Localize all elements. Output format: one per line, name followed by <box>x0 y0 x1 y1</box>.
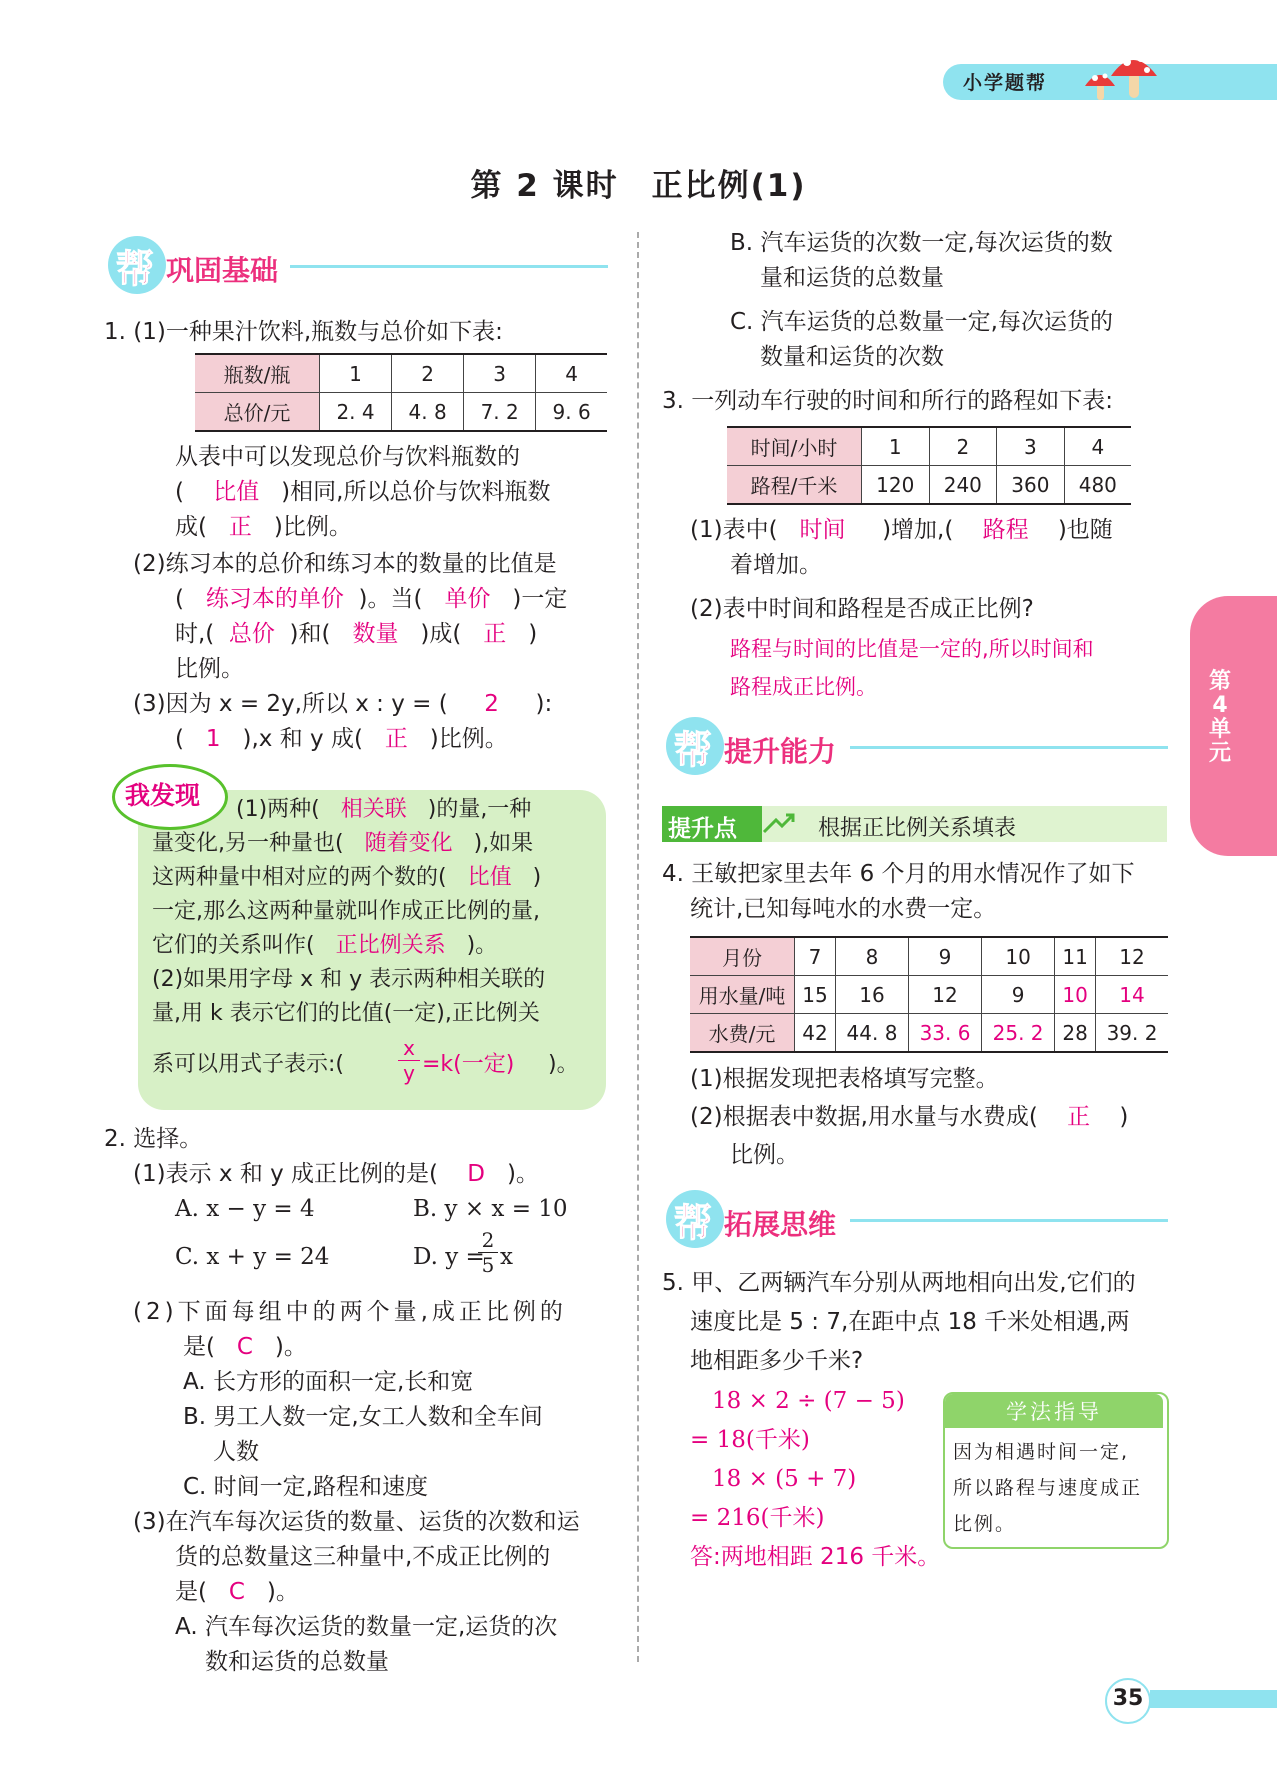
solution-line: = 216(千米) <box>690 1505 825 1531</box>
answer: 路程与时间的比值是一定的,所以时间和 <box>730 637 1094 661</box>
table-cell-answer: 14 <box>1096 976 1168 1014</box>
table-cell-answer: 10 <box>1055 976 1096 1014</box>
page-number: 35 <box>1112 1686 1144 1711</box>
option: D. y = <box>413 1244 485 1270</box>
table-cell: 15 <box>795 976 836 1014</box>
section-heading-expand <box>666 1190 1168 1250</box>
q5-line2: 速度比是 5 : 7,在距中点 18 千米处相遇,两 <box>690 1309 1130 1335</box>
discover-fraction: x y <box>398 1036 420 1085</box>
answer: 路程 <box>982 517 1029 543</box>
table-cell: 120 <box>862 466 930 505</box>
table-cell-answer: 25. 2 <box>982 1014 1055 1053</box>
table-cell: 4. 8 <box>392 393 464 432</box>
table-cell: 44. 8 <box>835 1014 908 1053</box>
brand-label: 小学题帮 <box>963 72 1048 94</box>
q1-p3-line1: (3)因为 x = 2y,所以 x : y = ( 2 ): <box>133 691 553 717</box>
answer: 练习本的单价 <box>205 586 344 612</box>
answer: D <box>467 1161 485 1187</box>
section-title: 提升能力 <box>724 735 837 768</box>
q5-line1: 5. 甲、乙两辆汽车分别从两地相向出发,它们的 <box>662 1270 1136 1296</box>
table-cell: 9 <box>909 937 982 976</box>
section-heading-basic <box>108 236 608 296</box>
discover-badge-label: 我发现 <box>125 781 201 810</box>
q3-p2-line1: (2)表中时间和路程是否成正比例? <box>690 596 1034 622</box>
table-cell-answer: 33. 6 <box>909 1014 982 1053</box>
section-bang: 帮 <box>674 728 713 772</box>
q5-line3: 地相距多少千米? <box>690 1348 864 1374</box>
discover-line: (1)两种( 相关联 )的量,一种 <box>236 797 532 822</box>
table-cell: 9 <box>982 976 1055 1014</box>
option-fraction: 2 5 <box>478 1228 498 1277</box>
q4-line2: 统计,已知每吨水的水费一定。 <box>690 896 997 922</box>
answer: 时间 <box>799 517 846 543</box>
arrow-icon <box>762 812 796 836</box>
table-cell: 7. 2 <box>464 393 536 432</box>
solution-line: 18 × (5 + 7) <box>712 1466 857 1492</box>
section-bang: 帮 <box>674 1201 713 1245</box>
q2-s1: (1)表示 x 和 y 成正比例的是( D )。 <box>133 1161 539 1187</box>
hint-title: 学法指导 <box>1006 1400 1102 1424</box>
discover-line: 系可以用式子表示:( <box>152 1052 344 1077</box>
q1-p2-line2: ( 练习本的单价 )。当( 单价 )一定 <box>175 586 568 612</box>
hint-line: 所以路程与速度成正 <box>953 1477 1143 1499</box>
option: 数量和运货的次数 <box>760 344 944 370</box>
answer: C <box>236 1334 253 1360</box>
option-var: x <box>500 1244 513 1270</box>
table-cell: 28 <box>1055 1014 1096 1053</box>
q1-p2-line1: (2)练习本的总价和练习本的数量的比值是 <box>133 551 557 577</box>
q1-p2-line4: 比例。 <box>175 656 244 682</box>
table-cell: 2. 4 <box>320 393 392 432</box>
option: 量和运货的总数量 <box>760 265 944 291</box>
discover-line: 量,用 k 表示它们的比值(一定),正比例关 <box>152 1001 540 1026</box>
answer: 总价 <box>228 621 275 647</box>
table-cell: 2 <box>929 427 997 466</box>
table-cell: 240 <box>929 466 997 505</box>
hint-line: 比例。 <box>953 1513 1017 1535</box>
unit-side-tab-label: 第 4 单 元 <box>1208 669 1231 766</box>
table-cell: 11 <box>1055 937 1096 976</box>
improve-point-label: 提升点 <box>668 816 737 842</box>
table-cell: 3 <box>997 427 1065 466</box>
q2-s3-line1: (3)在汽车每次运货的数量、运货的次数和运 <box>133 1509 580 1535</box>
answer: C <box>228 1579 245 1605</box>
answer: 2 <box>484 691 499 717</box>
q1-p1-line1: 从表中可以发现总价与饮料瓶数的 <box>175 444 520 470</box>
answer: 路程成正比例。 <box>730 675 877 699</box>
table-cell: 42 <box>795 1014 836 1053</box>
table-cell: 1 <box>862 427 930 466</box>
section-bang: 帮 <box>116 247 155 291</box>
q4-p1: (1)根据发现把表格填写完整。 <box>690 1066 999 1092</box>
table-cell: 360 <box>997 466 1065 505</box>
answer: 随着变化 <box>364 831 453 856</box>
table-header: 路程/千米 <box>727 466 862 505</box>
q2-s3-line3: 是( C )。 <box>175 1579 299 1605</box>
table-cell: 12 <box>909 976 982 1014</box>
discover-line: 它们的关系叫作( 正比例关系 )。 <box>152 933 498 958</box>
q3-intro: 3. 一列动车行驶的时间和所行的路程如下表: <box>662 388 1114 414</box>
option: A. 汽车每次运货的数量一定,运货的次 <box>175 1614 558 1640</box>
q2-s2-line2: 是( C )。 <box>183 1334 307 1360</box>
q1-p1-line3: 成( 正 )比例。 <box>175 514 352 540</box>
discover-line: )。 <box>548 1052 579 1077</box>
table-cell: 4 <box>1064 427 1131 466</box>
discover-line: 一定,那么这两种量就叫作成正比例的量, <box>152 899 540 924</box>
table-header: 总价/元 <box>195 393 320 432</box>
q1-p3-line2: ( 1 ),x 和 y 成( 正 )比例。 <box>175 726 508 752</box>
option: B. y × x = 10 <box>413 1196 568 1222</box>
table-header: 时间/小时 <box>727 427 862 466</box>
discover-line: 这两种量中相对应的两个数的( 比值 ) <box>152 865 542 890</box>
q1-p1-line2: ( 比值 )相同,所以总价与饮料瓶数 <box>175 479 551 505</box>
answer: 正 <box>1067 1104 1091 1130</box>
section-title: 巩固基础 <box>166 254 279 287</box>
q2-title: 2. 选择。 <box>104 1126 203 1152</box>
option: 人数 <box>213 1439 259 1465</box>
table-cell: 9. 6 <box>536 393 607 432</box>
answer: 相关联 <box>340 797 407 822</box>
answer: 正比例关系 <box>335 933 446 958</box>
q3-p1-line1: (1)表中( 时间 )增加,( 路程 )也随 <box>690 517 1113 543</box>
q2-s2-line1: (2)下面每组中的两个量,成正比例的 <box>133 1299 567 1325</box>
answer: 比值 <box>467 865 512 890</box>
option: 数和运货的总数量 <box>205 1649 389 1675</box>
answer: 正 <box>483 621 507 647</box>
q1-intro: 1. (1)一种果汁饮料,瓶数与总价如下表: <box>104 319 503 345</box>
table-cell: 480 <box>1064 466 1131 505</box>
table-cell: 7 <box>795 937 836 976</box>
q4-p2-line1: (2)根据表中数据,用水量与水费成( 正 ) <box>690 1104 1129 1130</box>
option: C. x + y = 24 <box>175 1244 330 1270</box>
mushroom-icon <box>1083 44 1163 104</box>
section-title: 拓展思维 <box>724 1208 837 1241</box>
table-header: 用水量/吨 <box>690 976 795 1014</box>
table-header: 水费/元 <box>690 1014 795 1053</box>
solution-answer: 答:两地相距 216 千米。 <box>690 1544 941 1570</box>
page-number-bar <box>1150 1690 1277 1708</box>
answer: 正 <box>384 726 408 752</box>
solution-line: 18 × 2 ÷ (7 − 5) <box>712 1388 905 1414</box>
option: C. 时间一定,路程和速度 <box>183 1474 428 1500</box>
table-cell: 8 <box>835 937 908 976</box>
q4-table <box>690 936 1168 1053</box>
answer: 正 <box>228 514 252 540</box>
answer: 数量 <box>352 621 399 647</box>
table-cell: 39. 2 <box>1096 1014 1168 1053</box>
solution-line: = 18(千米) <box>690 1427 810 1453</box>
section-heading-improve <box>666 717 1168 777</box>
option: C. 汽车运货的总数量一定,每次运货的 <box>730 309 1113 335</box>
table-cell: 2 <box>392 354 464 393</box>
answer: =k(一定) <box>422 1052 515 1077</box>
table-cell: 16 <box>835 976 908 1014</box>
q3-p1-line2: 着增加。 <box>730 552 822 578</box>
option: B. 男工人数一定,女工人数和全车间 <box>183 1404 543 1430</box>
table-cell: 4 <box>536 354 607 393</box>
option: A. 长方形的面积一定,长和宽 <box>183 1369 474 1395</box>
answer: 比值 <box>213 479 260 505</box>
answer: 单价 <box>444 586 491 612</box>
q2-s3-line2: 货的总数量这三种量中,不成正比例的 <box>175 1544 551 1570</box>
discover-line: 量变化,另一种量也( 随着变化 ),如果 <box>152 831 534 856</box>
option: B. 汽车运货的次数一定,每次运货的数 <box>730 230 1113 256</box>
page-title: 第 2 课时 正比例(1) <box>470 168 807 204</box>
table-cell: 12 <box>1096 937 1168 976</box>
table-header: 月份 <box>690 937 795 976</box>
answer: 1 <box>205 726 221 752</box>
q3-table <box>727 426 1131 505</box>
discover-line: (2)如果用字母 x 和 y 表示两种相关联的 <box>152 967 546 992</box>
q1-p2-line3: 时,( 总价 )和( 数量 )成( 正 ) <box>175 621 538 647</box>
q1-table <box>195 353 607 432</box>
table-cell: 10 <box>982 937 1055 976</box>
improve-point-text: 根据正比例关系填表 <box>818 816 1017 841</box>
table-header: 瓶数/瓶 <box>195 354 320 393</box>
option: A. x − y = 4 <box>175 1196 315 1222</box>
table-cell: 1 <box>320 354 392 393</box>
table-cell: 3 <box>464 354 536 393</box>
q4-p2-line2: 比例。 <box>730 1142 799 1168</box>
hint-line: 因为相遇时间一定, <box>953 1441 1130 1463</box>
column-divider <box>637 232 639 1662</box>
q4-line1: 4. 王敏把家里去年 6 个月的用水情况作了如下 <box>662 861 1135 887</box>
